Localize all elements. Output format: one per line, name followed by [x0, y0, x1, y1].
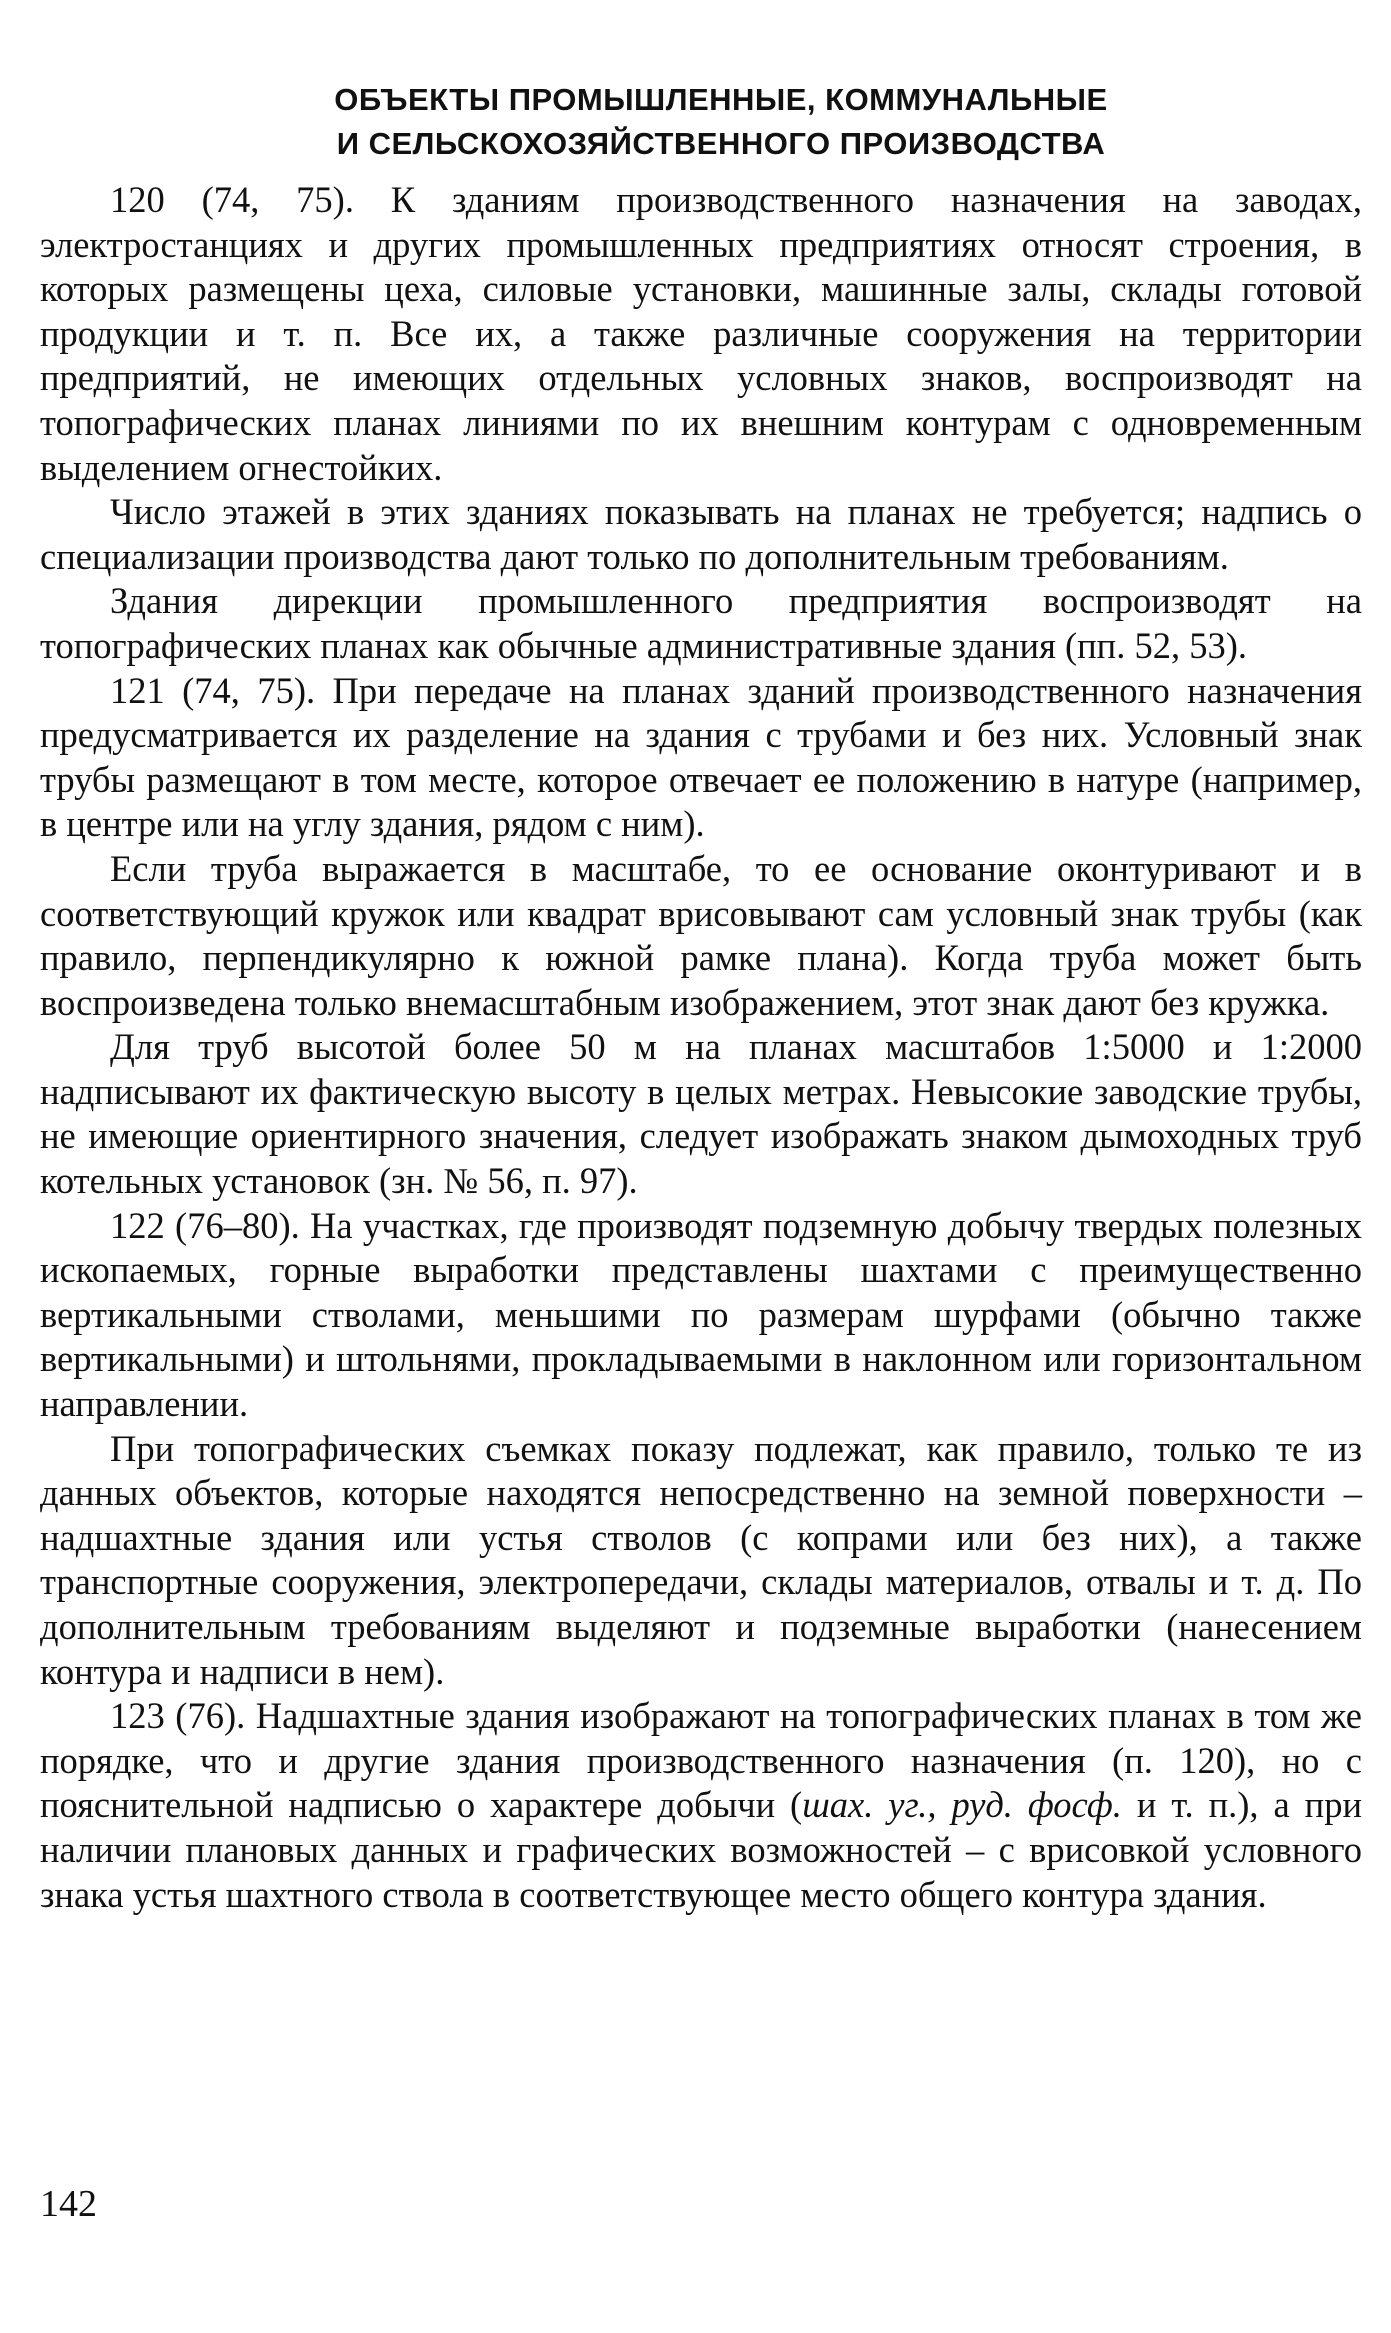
paragraph-123-end: и т. п.), а при наличии плановых данных и графических возможностей – с врисовкой условного знака устья шахтного ствола в соответствующее место общего контура здания.	[40, 1784, 1362, 1915]
paragraph-floors: Число этажей в этих зданиях показывать на планах не требуется; надпись о специализации производства дают только по дополнительным требованиям.	[40, 491, 1362, 577]
paragraph-123-italic: шах. уг., руд. фосф.	[802, 1784, 1122, 1826]
paragraph-chimney-height: Для труб высотой более 50 м на планах масштабов 1:5000 и 1:2000 надписывают их фактическую высоту в целых метрах. Невысокие заводские трубы, не имеющие ориентирного значения, следует изображать знаком дымоходных труб котельных установок (зн. № 56, п. 97).	[40, 1026, 1362, 1202]
paragraph-administration: Здания дирекции промышленного предприятия воспроизводят на топографических планах как обычные административные здания (пп. 52, 53).	[40, 580, 1362, 666]
section-heading	[40, 78, 1362, 166]
paragraph-121: 121 (74, 75). При передаче на планах зданий производственного назначения предусматривается их разделение на здания с трубами и без них. Условный знак трубы размещают в том месте, которое отвечает ее положению в натуре (например, в центре или на углу здания, рядом с ним).	[40, 669, 1362, 845]
paragraph-surface-objects: При топографических съемках показу подлежат, как правило, только те из данных объектов, которые находятся непосредственно на земной поверхности – надшахтные здания или устья стволов (с копрами или без них), а также транспортные сооружения, электропередачи, склады материалов, отвалы и т. д. По дополнительным требованиям выделяют и подземные выработки (нанесением контура и надписи в нем).	[40, 1427, 1362, 1692]
paragraph-122: 122 (76–80). На участках, где производят подземную добычу твердых полезных ископаемых, горные выработки представлены шахтами с преимущественно вертикальными стволами, меньшими по размерам шурфами (обычно также вертикальными) и штольнями, прокладываемыми в наклонном или горизонтальном направлении.	[40, 1204, 1362, 1425]
heading-line-1: ОБЪЕКТЫ ПРОМЫШЛЕННЫЕ, КОММУНАЛЬНЫЕ	[334, 82, 1108, 117]
paragraph-123	[40, 1694, 1362, 1917]
paragraph-chimney-scale: Если труба выражается в масштабе, то ее основание оконтуривают и в соответствующий кружок или квадрат врисовывают сам условный знак трубы (как правило, перпендикулярно к южной рамке плана). Когда труба может быть воспроизведена только внемасштабным изображением, этот знак дают без кружка.	[40, 847, 1362, 1023]
page-content	[40, 78, 1362, 1917]
paragraph-120: 120 (74, 75). К зданиям производственного назначения на заводах, электростанциях и других промышленных предприятиях относят строения, в которых размещены цеха, силовые установки, машинные залы, склады готовой продукции и т. п. Все их, а также различные сооружения на территории предприятий, не имеющих отдельных условных знаков, воспроизводят на топографических планах линиями по их внешним контурам с одновременным выделением огнестойких.	[40, 179, 1362, 488]
paragraph-123-start: 123 (76). Надшахтные здания изображают на топографических планах в том же порядке, что и другие здания производственного назначения (п. 120), но с пояснительной надписью о характере добычи (	[40, 1695, 1362, 1826]
heading-line-2: И СЕЛЬСКОХОЗЯЙСТВЕННОГО ПРОИЗВОДСТВА	[336, 126, 1106, 161]
page-number: 142	[40, 2183, 97, 2225]
